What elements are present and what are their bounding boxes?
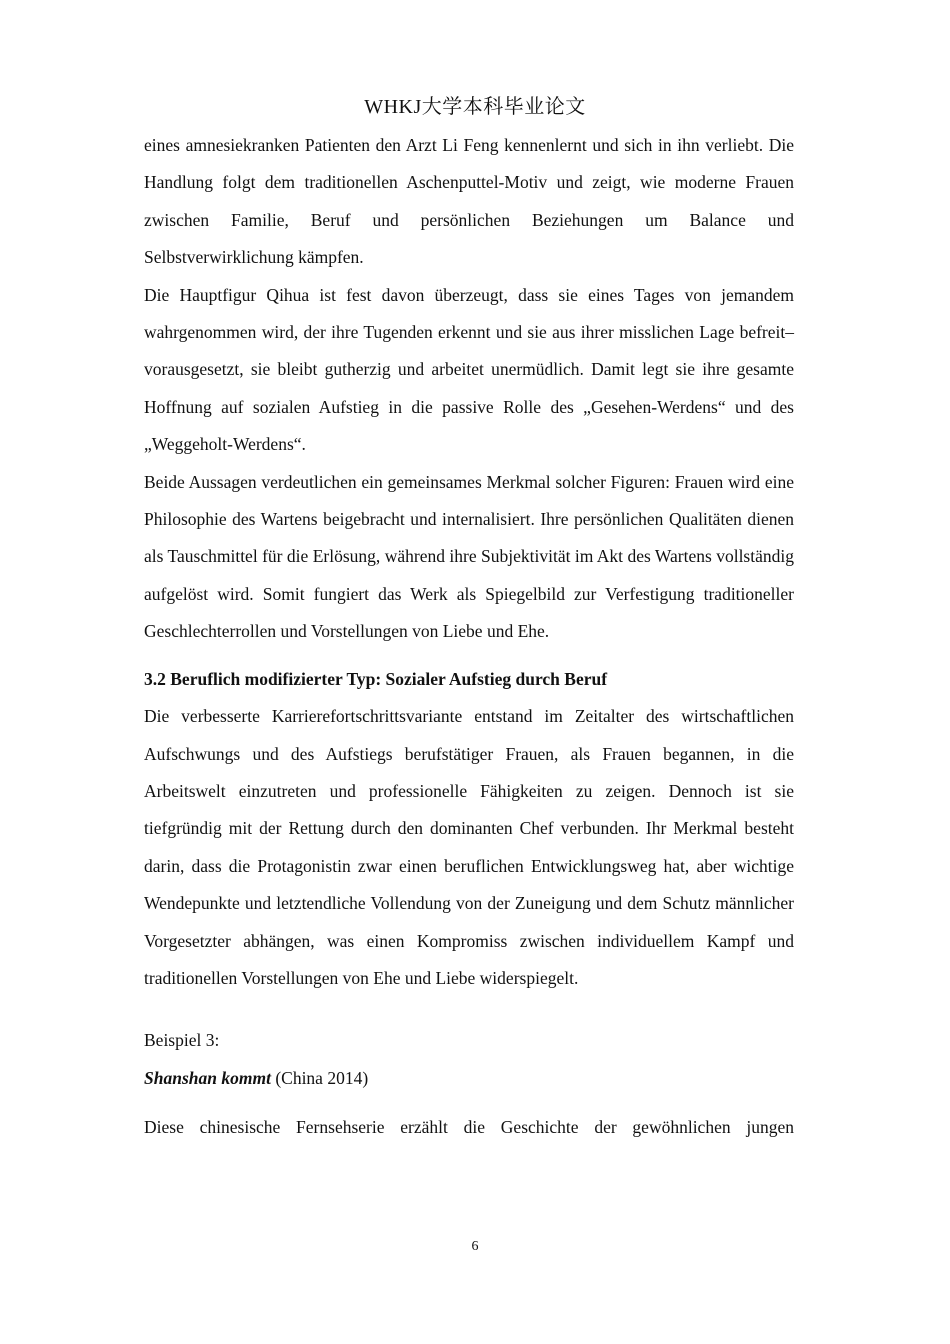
example-title-line <box>144 1060 794 1097</box>
body-paragraph-3: Beide Aussagen verdeutlichen ein gemeinsames Merkmal solcher Figuren: Frauen wird eine Philosophie des Wartens beigebracht und internalisiert. Ihre persönlichen Qualitäten dienen als Tauschmittel für die Erlösung, während ihre Subjektivität im Akt des Wartens vollständig aufgelöst wird. Somit fungiert das Werk als Spiegelbild zur Verfestigung traditioneller Geschlechterrollen und Vorstellungen von Liebe und Ehe. <box>144 471 794 642</box>
body-paragraph-1: eines amnesiekranken Patienten den Arzt Li Feng kennenlernt und sich in ihn verliebt. Die Handlung folgt dem traditionellen Aschenputtel-Motiv und zeigt, wie moderne Frauen zwischen Familie, Beruf und persönlichen Beziehungen um Balance und Selbstverwirklichung kämpfen. <box>144 135 794 268</box>
section-heading: 3.2 Beruflich modifizierter Typ: Sozialer Aufstieg durch Beruf <box>144 668 608 689</box>
page-header-title: WHKJ大学本科毕业论文 <box>364 96 586 118</box>
example-meta: (China 2014) <box>275 1067 369 1088</box>
page-number: 6 <box>471 1239 479 1254</box>
example-label: Beispiel 3: <box>144 1030 220 1051</box>
example-title: Shanshan kommt <box>144 1067 271 1088</box>
body-paragraph-4: Die verbesserte Karrierefortschrittsvariante entstand im Zeitalter des wirtschaftlichen Aufschwungs und des Aufstiegs berufstätiger Frauen, als Frauen begannen, in die Arbeitswelt einzutreten und professionelle Fähigkeiten zu zeigen. Dennoch ist sie tiefgründig mit der Rettung durch den dominanten Chef verbunden. Ihr Merkmal besteht darin, dass die Protagonistin zwar einen beruflichen Entwicklungsweg hat, aber wichtige Wendepunkte und letztendliche Vollendung von der Zuneigung und dem Schutz männlicher Vorgesetzter abhängen, was einen Kompromiss zwischen individuellem Kampf und traditionellen Vorstellungen von Ehe und Liebe widerspiegelt. <box>144 706 794 988</box>
body-paragraph-5: Diese chinesische Fernsehserie erzählt die Geschichte der gewöhnlichen jungen <box>144 1117 794 1138</box>
document-body <box>144 127 794 1147</box>
body-paragraph-2: Die Hauptfigur Qihua ist fest davon überzeugt, dass sie eines Tages von jemandem wahrgenommen wird, der ihre Tugenden erkennt und sie aus ihrer misslichen Lage befreit–vorausgesetzt, sie bleibt gutherzig und arbeitet unermüdlich. Damit legt sie ihre gesamte Hoffnung auf sozialen Aufstieg in die passive Rolle des „Gesehen-Werdens“ und des „Weggeholt-Werdens“. <box>144 284 794 455</box>
paragraph-spacer <box>144 997 794 1022</box>
paragraph-spacer <box>144 1097 794 1109</box>
